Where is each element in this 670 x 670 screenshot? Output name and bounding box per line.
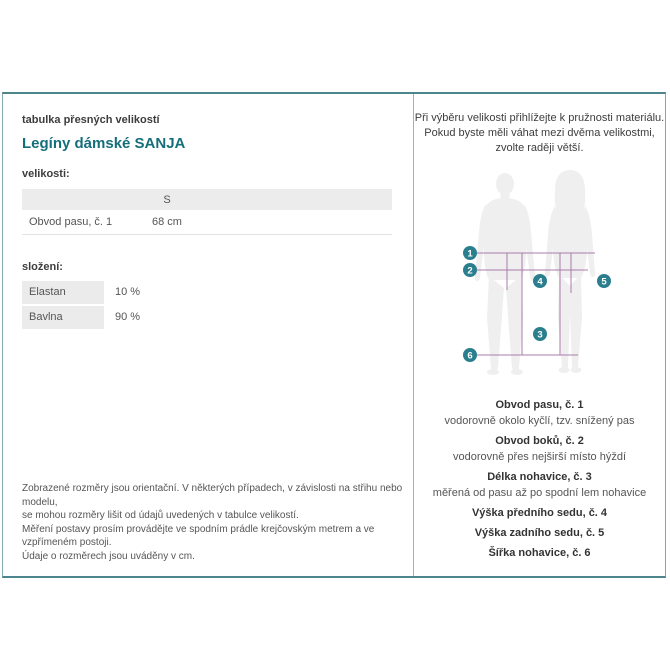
svg-text:5: 5 [600,276,607,288]
disclaimer-text [22,482,413,563]
disclaimer-line: se mohou rozměry lišit od údajů uvedených v tabulce velikostí. [22,510,299,521]
disclaimer-line: Zobrazené rozměry jsou orientační. V některých případech, v závislosti na střihu nebo modelu, [22,483,403,508]
measuring-guide-section [414,94,665,576]
size-chart-panel [2,92,666,578]
composition-heading: složení: [22,261,63,273]
svg-text:2: 2 [466,265,473,277]
sizing-advice-line: Pokud byste měli váhat mezi dvěma velikostmi, [424,127,655,139]
list-item [414,525,665,541]
body-measurement-diagram [425,168,655,393]
marker-5 [597,274,611,288]
list-item [414,433,665,465]
list-item [414,469,665,501]
sizes-heading: velikosti: [22,168,70,180]
table-row [22,210,392,235]
material-name: Bavlna [22,306,104,329]
material-name: Elastan [22,281,104,304]
size-table-header [22,189,392,210]
marker-4 [533,274,547,288]
size-column-header: S [163,193,171,206]
material-percent: 10 % [115,286,141,298]
sizing-advice-line: zvolte raději větší. [495,142,584,154]
measurement-description: vodorovně okolo kyčlí, tzv. snížený pas [444,415,635,427]
measurement-row-label: Obvod pasu, č. 1 [29,216,113,228]
svg-text:4: 4 [536,276,543,288]
list-item [414,505,665,521]
measurement-description: vodorovně přes nejširší místo hýždí [452,451,627,463]
measurement-name: Obvod boků, č. 2 [495,435,584,447]
measurement-legend [414,397,665,561]
measurement-description: měřená od pasu až po spodní lem nohavice [432,487,647,499]
svg-text:6: 6 [466,350,473,362]
disclaimer-line: Měření postavy prosím provádějte ve spodním prádle krejčovským metrem a ve vzpřímeném postoji. [22,523,375,548]
composition-table [22,281,413,329]
measurement-name: Výška zadního sedu, č. 5 [474,527,605,539]
disclaimer-line: Údaje o rozměrech jsou uváděny v cm. [22,550,195,562]
product-title: Legíny dámské SANJA [22,135,186,152]
male-silhouette [474,173,534,375]
list-item [414,397,665,429]
svg-text:3: 3 [536,329,543,341]
marker-3 [533,327,547,341]
sizing-advice-line: Při výběru velikosti přihlížejte k pružnosti materiálu. [414,112,665,124]
measurement-name: Šířka nohavice, č. 6 [488,547,591,559]
material-percent: 90 % [115,311,141,323]
marker-2 [463,263,477,277]
table-row [22,281,413,304]
table-row [22,306,413,329]
marker-1 [463,246,477,260]
list-item [414,545,665,561]
marker-6 [463,348,477,362]
sizing-advice-text [414,111,665,156]
measurement-name: Délka nohavice, č. 3 [487,471,592,483]
measurement-row-value: 68 cm [152,216,182,228]
size-table [22,189,392,235]
table-eyebrow-label: tabulka přesných velikostí [22,114,160,126]
measurement-name: Výška předního sedu, č. 4 [471,507,608,519]
size-table-section [3,94,413,576]
svg-text:1: 1 [466,248,473,260]
measurement-name: Obvod pasu, č. 1 [495,399,584,411]
female-silhouette [544,170,594,373]
